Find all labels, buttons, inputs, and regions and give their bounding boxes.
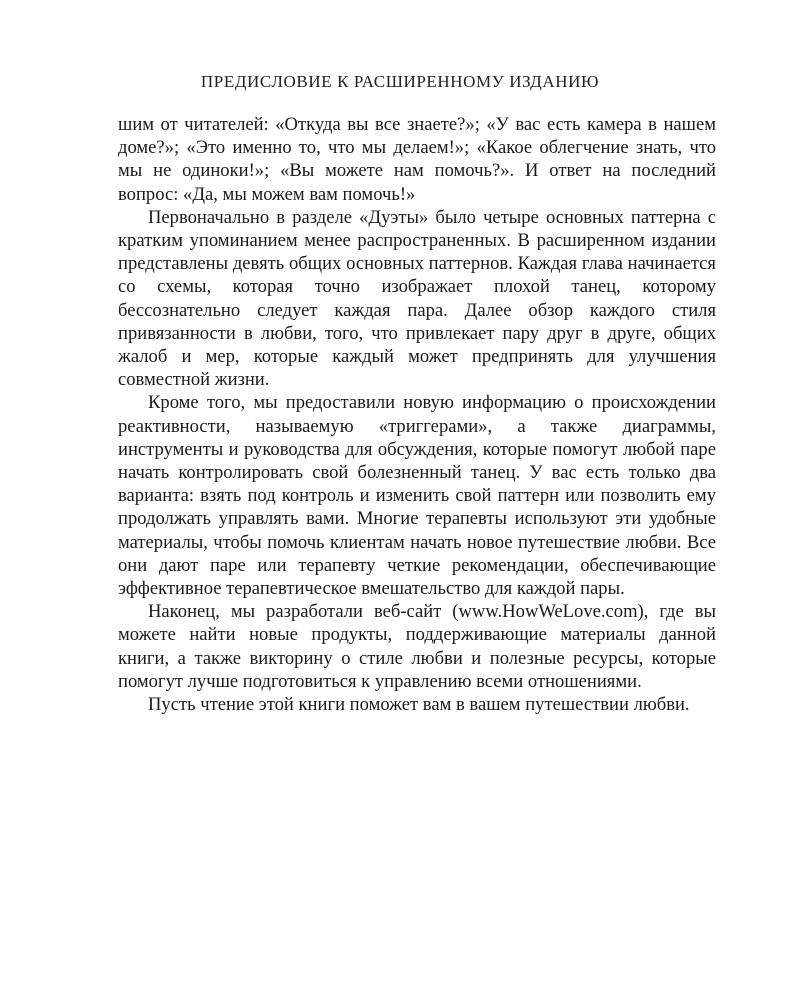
paragraph-website: Наконец, мы разработали веб-сайт (www.HowWeLove.com), где вы можете найти новые продукты, поддерживающие материалы данной книги, а также викторину о стиле любви и полезные ресурсы, которые помогут лучше подготовиться к управлению всеми отношениями.: [118, 601, 716, 692]
body-text: [118, 113, 716, 716]
paragraph-closing: Пусть чтение этой книги поможет вам в вашем путешествии любви.: [148, 694, 690, 716]
paragraph-duets: Первоначально в разделе «Дуэты» было четыре основных паттерна с кратким упоминанием менее распространенных. В расширенном издании представлены девять общих основных паттернов. Каждая глава начинается со схемы, которая точно изображает плохой танец, которому бессознательно следует каждая пара. Далее обзор каждого стиля привязанности в любви, того, что привлекает пару друг в друге, общих жалоб и мер, которые каждый может предпринять для улучшения совместной жизни.: [118, 206, 716, 391]
paragraph-triggers: Кроме того, мы предоставили новую информацию о происхождении реактивности, называемую «триггерами», а также диаграммы, инструменты и руководства для обсуждения, которые помогут любой паре начать контролировать свой болезненный танец. У вас есть только два варианта: взять под контроль и изменить свой паттерн или позволить ему продолжать управлять вами. Многие терапевты используют эти удобные материалы, чтобы помочь клиентам начать новое путешествие любви. Все они дают паре или терапевту четкие рекомендации, обеспечивающие эффективное терапевтическое вмешательство для каждой пары.: [118, 392, 716, 600]
paragraph-continuation: шим от читателей: «Откуда вы все знаете?»; «У вас есть камера в нашем доме?»; «Это именно то, что мы делаем!»; «Какое облегчение знать, что мы не одиноки!»; «Вы можете нам помочь?». И ответ на последний вопрос: «Да, мы можем вам помочь!»: [118, 114, 716, 205]
running-header: ПРЕДИСЛОВИЕ К РАСШИРЕННОМУ ИЗДАНИЮ: [200, 72, 600, 91]
